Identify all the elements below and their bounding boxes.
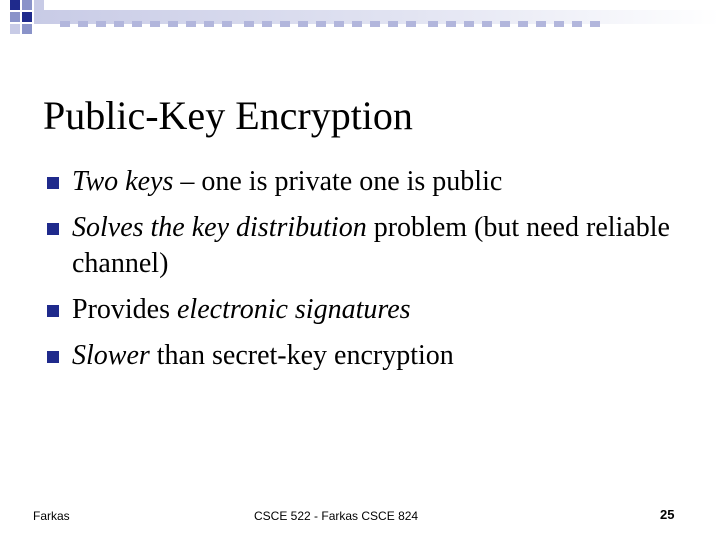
bullet-list	[43, 164, 683, 384]
deco-square	[22, 0, 32, 10]
deco-square	[10, 0, 20, 10]
square-bullet-icon	[47, 223, 59, 235]
square-bullet-icon	[47, 351, 59, 363]
bullet-text-italic: Solves the key distribution	[72, 212, 367, 243]
footer-author: Farkas	[33, 509, 70, 523]
square-bullet-icon	[47, 177, 59, 189]
bullet-text: than secret-key encryption	[149, 340, 454, 371]
slide-title: Public-Key Encryption	[43, 93, 413, 138]
footer-course	[254, 509, 418, 523]
deco-square	[10, 12, 20, 22]
bullet-text: Provides	[72, 294, 177, 325]
bullet-text: – one is private one is public	[173, 166, 503, 197]
header-decoration	[0, 0, 720, 40]
bullet-text-italic: electronic signatures	[177, 294, 411, 325]
bullet-item	[43, 338, 683, 374]
bullet-text-italic: Slower	[72, 340, 150, 371]
deco-square	[10, 24, 20, 34]
deco-square	[22, 12, 32, 22]
footer-course-text: CSCE 522 - Farkas	[254, 509, 359, 523]
header-dash-pattern	[60, 14, 608, 20]
page-number: 25	[660, 507, 675, 522]
bullet-text: problem (but need reliable channel)	[72, 212, 670, 279]
deco-square	[22, 24, 32, 34]
bullet-item	[43, 164, 683, 200]
square-bullet-icon	[47, 305, 59, 317]
footer-course-overlay: CSCE 824	[361, 509, 419, 523]
bullet-text-italic: Two keys	[72, 166, 174, 197]
bullet-item	[43, 210, 683, 282]
bullet-item	[43, 292, 683, 328]
deco-square	[34, 0, 44, 10]
